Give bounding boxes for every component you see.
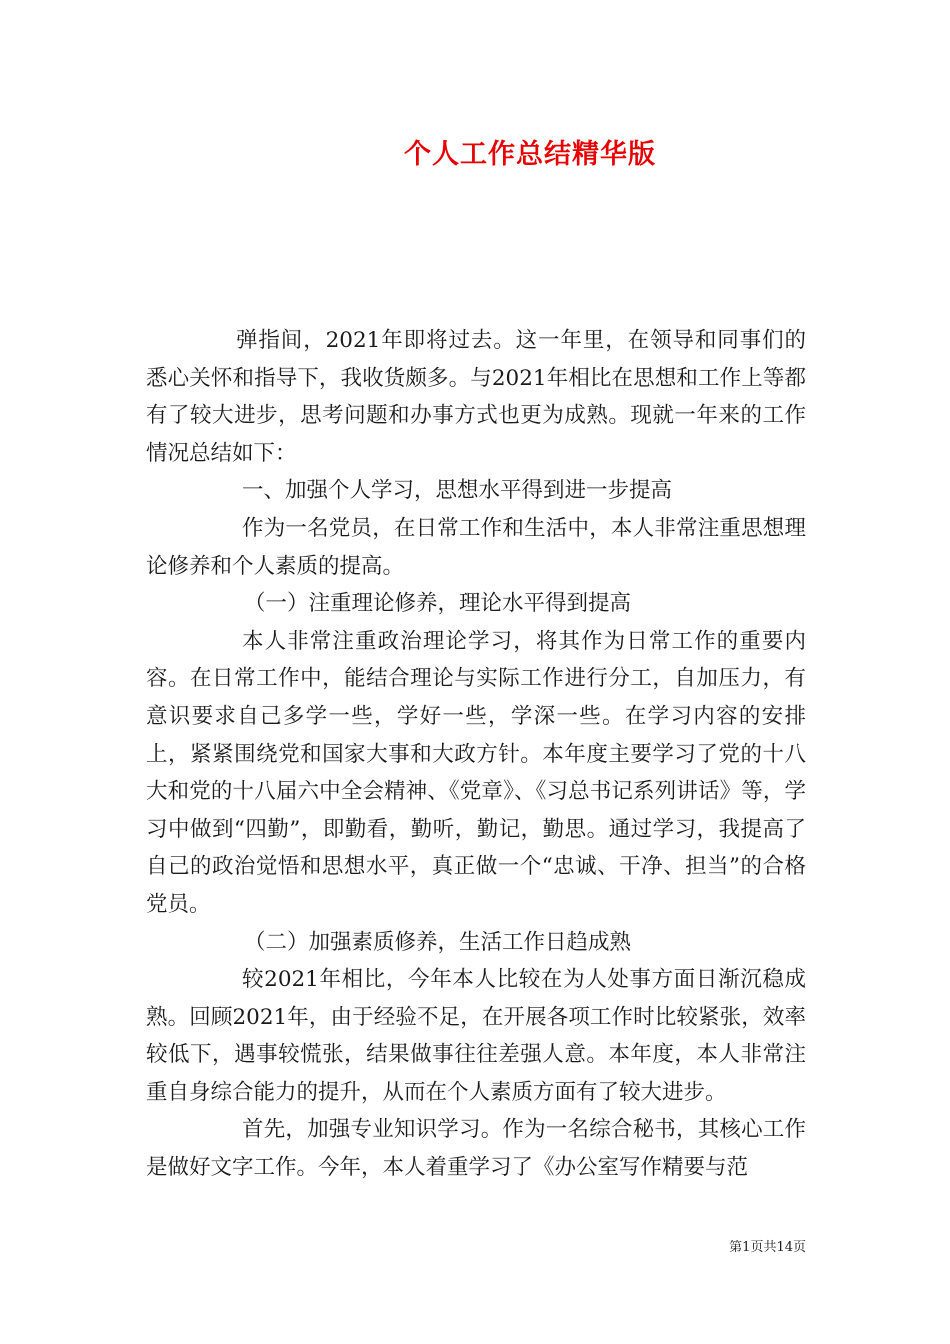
heading-subsection-1: （一）注重理论修养，理论水平得到提高 [244,591,632,617]
heading-subsection-2: （二）加强素质修养，生活工作日趋成熟 [244,929,632,955]
paragraph-subsection-1: 本人非常注重政治理论学习，将其作为日常工作的重要内容。在日常工作中，能结合理论与实际工作进行分工，自加压力，有意识要求自己多学一些，学好一些，学深一些。在学习内容的安排上，紧紧围绕党和国家大事和大政方针。本年度主要学习了党的十八大和党的十八届六中全会精神、《党章》、《习总书记系列讲话》等，学习中做到“四勤”，即勤看，勤听，勤记，勤思。通过学习，我提高了自己的政治觉悟和思想水平，真正做一个“忠诚、干净、担当”的合格党员。 [146,628,806,917]
page-number: 第1页共14页 [729,1240,806,1255]
heading-section-1: 一、加强个人学习，思想水平得到进一步提高 [242,478,673,504]
paragraph-section-1: 作为一名党员，在日常工作和生活中，本人非常注重思想理论修养和个人素质的提高。 [146,515,806,579]
paragraph-intro: 弹指间，2021年即将过去。这一年里，在领导和同事们的悉心关怀和指导下，我收货颇多。与2021年相比在思想和工作上等都有了较大进步，思考问题和办事方式也更为成熟。现就一年来的工作情况总结如下： [146,328,806,466]
document-body [146,322,806,1187]
document-title: 个人工作总结精华版 [404,139,656,170]
paragraph-first-point: 首先，加强专业知识学习。作为一名综合秘书，其核心工作是做好文字工作。今年，本人着重学习了《办公室写作精要与范 [146,1117,806,1181]
paragraph-subsection-2: 较2021年相比，今年本人比较在为人处事方面日渐沉稳成熟。回顾2021年，由于经验不足，在开展各项工作时比较紧张，效率较低下，遇事较慌张，结果做事往往差强人意。本年度，本人非常注重自身综合能力的提升，从而在个人素质方面有了较大进步。 [146,967,806,1105]
